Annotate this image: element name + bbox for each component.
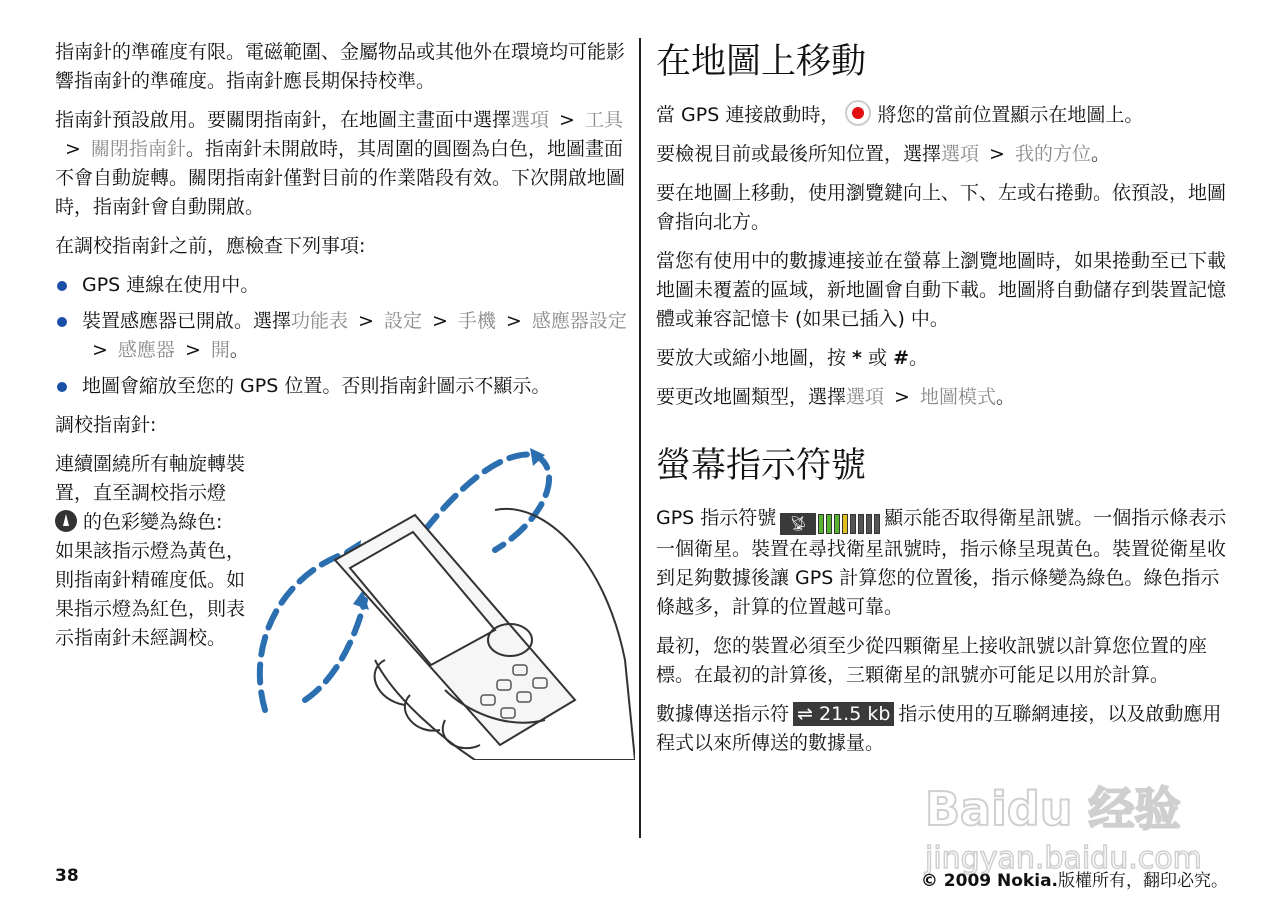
paragraph-before-calibration: 在調校指南針之前，應檢查下列事項: [55, 235, 366, 257]
separator: > [65, 138, 81, 160]
menu-options: 選項 [511, 109, 550, 131]
paragraph-gps-position [656, 100, 1228, 130]
paragraph-view-location [656, 140, 1228, 169]
watermark-line1: Baidu 经验 [925, 782, 1181, 836]
text: 。 [229, 339, 249, 361]
left-column [55, 38, 627, 780]
menu-settings: 設定 [383, 310, 422, 332]
menu-sensors: 感應器 [117, 339, 175, 361]
bullet-icon [57, 281, 67, 291]
menu-map-mode: 地圖模式 [919, 386, 996, 408]
text: 。 [995, 386, 1015, 408]
signal-segment [818, 514, 824, 534]
paragraph-scroll-map: 要在地圖上移動，使用瀏覽鍵向上、下、左或右捲動。依預設，地圖會指向北方。 [656, 182, 1227, 233]
menu-on: 開 [210, 339, 230, 361]
compass-indicator-icon [55, 510, 77, 532]
text: 。 [1090, 143, 1110, 165]
section-title-move-on-map: 在地圖上移動 [656, 42, 867, 82]
gps-position-icon [845, 100, 871, 126]
signal-segment [858, 514, 864, 534]
menu-phone: 手機 [457, 310, 496, 332]
section-title-indicators: 螢幕指示符號 [656, 446, 867, 486]
paragraph-map-type [656, 383, 1228, 412]
paragraph-default-enabled [55, 106, 627, 222]
paragraph-zoom [656, 344, 1228, 373]
paragraph-satellites: 最初，您的裝置必須至少從四顆衛星上接收訊號以計算您位置的座標。在最初的計算後，三顆衛星的訊號亦可能足以用於計算。 [656, 635, 1208, 686]
separator: > [184, 339, 201, 361]
satellite-antenna-icon: 📡︎ [780, 513, 816, 535]
page-number: 38 [55, 866, 79, 886]
copyright-brand: © 2009 Nokia. [920, 871, 1058, 891]
paragraph-gps-indicator [656, 504, 1228, 622]
menu-options: 選項 [846, 386, 885, 408]
text: 數據傳送指示符 [656, 703, 790, 725]
signal-segment [874, 514, 880, 534]
phone-rotation-illustration [245, 440, 635, 760]
bullet-icon [57, 382, 67, 392]
list-item-text: 地圖會縮放至您的 GPS 位置。否則指南針圖示不顯示。 [82, 375, 551, 397]
paragraph-data-indicator [656, 700, 1228, 758]
text: 當 GPS 連接啟動時， [656, 104, 840, 126]
text: 連續圍繞所有軸旋轉裝置，直至調校指示燈 [55, 453, 246, 504]
watermark-line2: jingyan.baidu.com [925, 841, 1202, 876]
baidu-watermark-logo [915, 770, 1225, 880]
text: 裝置感應器已開啟。選擇 [82, 310, 292, 332]
list-item-text: GPS 連線在使用中。 [82, 274, 260, 296]
text: 指南針預設啟用。要關閉指南針，在地圖主畫面中選擇 [55, 109, 512, 131]
list-item [55, 372, 627, 401]
menu-close-compass: 關閉指南針 [90, 138, 186, 160]
menu-tools: 工具 [584, 109, 623, 131]
copyright-text: 版權所有，翻印必究。 [1058, 871, 1228, 891]
text: 。 [909, 347, 929, 369]
gps-signal-bar-icon [780, 513, 880, 535]
key-star: * [852, 347, 862, 369]
key-hash: # [893, 347, 909, 369]
calibration-instructions [55, 450, 245, 653]
separator: > [358, 310, 374, 332]
menu-my-position: 我的方位 [1014, 143, 1091, 165]
text: 要放大或縮小地圖，按 [656, 347, 853, 369]
right-column [656, 38, 1228, 768]
separator: > [505, 310, 522, 332]
text: 的色彩變為綠色: 如果該指示燈為黃色，則指南針精確度低。如果指示燈為紅色，則表示指南針未經調校。 [55, 511, 246, 649]
column-divider [639, 38, 641, 838]
data-transfer-indicator: ⇌ 21.5 kb [793, 702, 894, 726]
list-item [55, 307, 627, 365]
separator: > [989, 143, 1005, 165]
signal-segment [842, 514, 848, 534]
menu-sensor-settings: 感應器設定 [531, 310, 627, 332]
list-item [55, 271, 627, 300]
signal-segment [866, 514, 872, 534]
signal-segment [850, 514, 856, 534]
bullet-icon [57, 317, 67, 327]
checklist [55, 271, 627, 401]
separator: > [431, 310, 448, 332]
menu-options: 選項 [941, 143, 980, 165]
signal-segment [826, 514, 832, 534]
text: 將您的當前位置顯示在地圖上。 [877, 104, 1144, 126]
paragraph-calibrate-heading: 調校指南針: [55, 414, 157, 436]
separator: > [559, 109, 575, 131]
text: 指示使用的互聯網連接，以及啟動應用程式以來所傳送的數據量。 [656, 703, 1222, 754]
paragraph-accuracy: 指南針的準確度有限。電磁範圍、金屬物品或其他外在環境均可能影響指南針的準確度。指南針應長期保持校準。 [55, 41, 626, 92]
text: 顯示能否取得衛星訊號。一個指示條表示一個衛星。裝置在尋找衛星訊號時，指示條呈現黃色。裝置從衛星收到足夠數據後讓 GPS 計算您的位置後，指示條變為綠色。綠色指示條越多，計算的位置越可靠。 [656, 507, 1227, 618]
separator: > [92, 339, 108, 361]
text: GPS 指示符號 [656, 507, 777, 529]
text: 要檢視目前或最後所知位置，選擇 [656, 143, 942, 165]
text: 。指南針未開啟時，其周圍的圓圈為白色，地圖畫面不會自動旋轉。關閉指南針僅對目前的作業階段有效。下次開啟地圖時，指南針會自動開啟。 [55, 138, 626, 218]
signal-segment [834, 514, 840, 534]
menu-function: 功能表 [291, 310, 349, 332]
separator: > [894, 386, 910, 408]
text: 要更改地圖類型，選擇 [656, 386, 847, 408]
text: 或 [861, 347, 894, 369]
calibration-section [55, 450, 627, 780]
paragraph-auto-download: 當您有使用中的數據連接並在螢幕上瀏覽地圖時，如果捲動至已下載地圖未覆蓋的區域，新地圖會自動下載。地圖將自動儲存到裝置記憶體或兼容記憶卡 (如果已插入) 中。 [656, 250, 1227, 330]
